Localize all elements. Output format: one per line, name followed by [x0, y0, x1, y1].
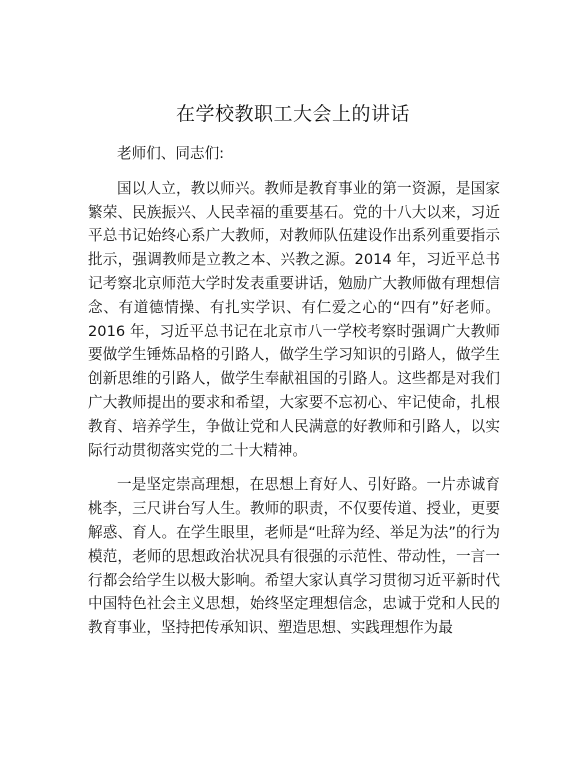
salutation: 老师们、同志们:: [117, 145, 225, 162]
document-body: [88, 142, 500, 651]
document-title: 在学校教职工大会上的讲话: [175, 103, 410, 125]
paragraph-2: 一是坚定崇高理想，在思想上育好人、引好路。一片赤诚育桃李，三尺讲台写人生。教师的职责，不仅要传道、授业，更要解惑、育人。在学生眼里，老师是“吐辞为经、举足为法”的行为模范，老师的思想政治状况具有很强的示范性、带动性，一言一行都会给学生以极大影响。希望大家认真学习贯彻习近平新时代中国特色社会主义思想，始终坚定理想信念，忠诚于党和人民的教育事业，坚持把传承知识、塑造思想、实践理想作为最: [88, 476, 500, 637]
paragraph-1: 国以人立，教以师兴。教师是教育事业的第一资源，是国家繁荣、民族振兴、人民幸福的重要基石。党的十八大以来，习近平总书记始终心系广大教师，对教师队伍建设作出系列重要指示批示，强调教师是立教之本、兴教之源。2014 年，习近平总书记考察北京师范大学时发表重要讲话，勉励广大教师做有理想信念、有道德情操、有扎实学识、有仁爱之心的“四有”好老师。2016 年，习近平总书记在北京市八一学校考察时强调广大教师要做学生锤炼品格的引路人，做学生学习知识的引路人，做学生创新思维的引路人，做学生奉献祖国的引路人。这些都是对我们广大教师提出的要求和希望，大家要不忘初心、牢记使命，扎根教育、培养学生，争做让党和人民满意的好教师和引路人，以实际行动贯彻落实党的二十大精神。: [88, 179, 500, 459]
